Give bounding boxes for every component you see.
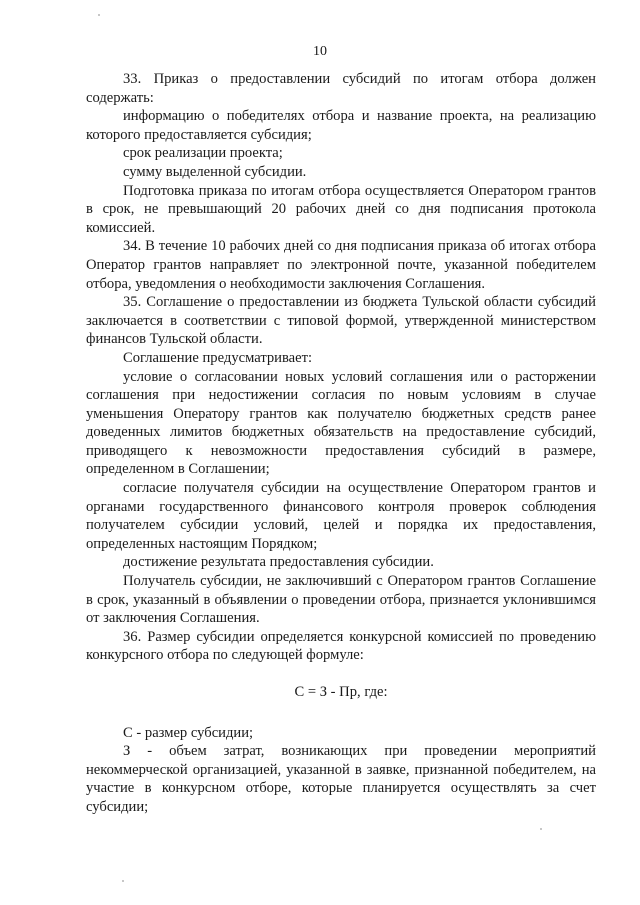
paragraph-36: 36. Размер субсидии определяется конкурсной комиссией по проведению конкурсного отбора по следующей формуле: (86, 628, 596, 664)
paragraph-result-achievement: достижение результата предоставления субсидии. (123, 554, 434, 571)
paragraph-35: 35. Соглашение о предоставлении из бюджета Тульской области субсидий заключается в соответствии с типовой формой, утвержденной министерством финансов Тульской области. (86, 294, 596, 348)
definition-c: С - размер субсидии; (123, 724, 254, 741)
scan-speck (98, 14, 100, 16)
paragraph-subsidy-amount: сумму выделенной субсидии. (123, 163, 307, 180)
paragraph-evasion: Получатель субсидии, не заключивший с Оператором грантов Соглашение в срок, указанный в объявлении о проведении отбора, признается уклонившимся от заключения Соглашения. (86, 573, 596, 627)
paragraph-33: 33. Приказ о предоставлении субсидий по итогам отбора должен содержать: (86, 71, 596, 106)
paragraph-agreement-conditions: условие о согласовании новых условий соглашения или о расторжении соглашения при недостижении согласия по новым условиям в случае уменьшения Оператору грантов как получателю бюджетных средств ранее доведенных лимитов бюджетных обязательств на предоставление субсидий, приводящего к невозможности предоставления субсидий в размере, определенном в Соглашении; (86, 368, 596, 478)
document-body (86, 70, 596, 817)
paragraph-34: 34. В течение 10 рабочих дней со дня подписания приказа об итогах отбора Оператор грантов направляет по электронной почте, указанной победителем отбора, уведомления о необходимости заключения Соглашения. (86, 238, 596, 292)
paragraph-control-consent: согласие получателя субсидии на осуществление Оператором грантов и органами государственного финансового контроля проверок соблюдения получателем субсидии условий, целей и порядка их предоставления, определенных настоящим Порядком; (86, 480, 596, 552)
definition-z: З - объем затрат, возникающих при проведении мероприятий некоммерческой организацией, указанной в заявке, признанной победителем, на участие в конкурсном отборе, которые планируется осуществлять за счет субсидии; (86, 743, 596, 815)
scan-speck (122, 880, 124, 882)
paragraph-order-preparation: Подготовка приказа по итогам отбора осуществляется Оператором грантов в срок, не превышающий 20 рабочих дней со дня подписания протокола комиссией. (86, 182, 596, 236)
paragraph-agreement-provides: Соглашение предусматривает: (123, 349, 313, 366)
subsidy-formula: С = З - Пр, где: (294, 684, 388, 700)
scan-speck (540, 828, 542, 830)
paragraph-winners-info: информацию о победителях отбора и название проекта, на реализацию которого предоставляется субсидия; (86, 108, 596, 143)
paragraph-project-term: срок реализации проекта; (123, 145, 283, 162)
page-number: 10 (313, 44, 327, 59)
